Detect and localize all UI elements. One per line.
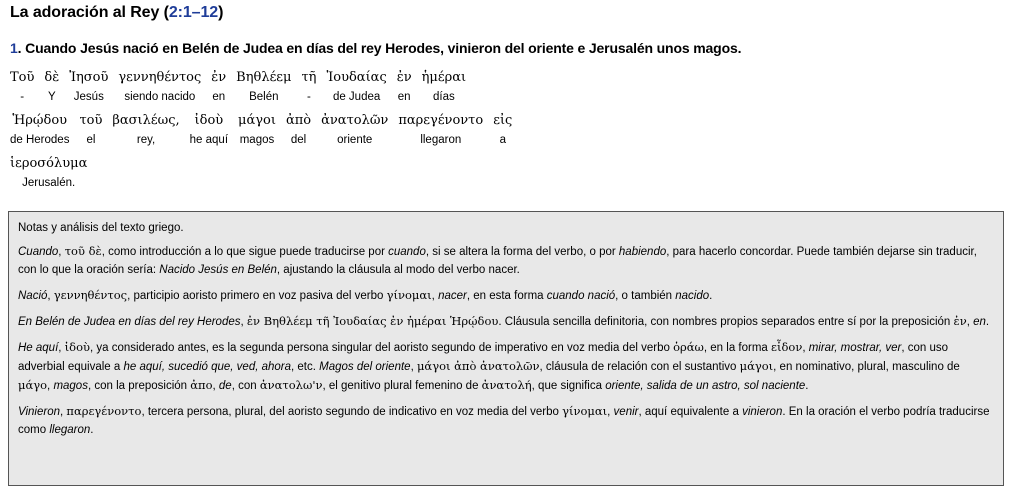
- note-text: ,: [60, 406, 67, 418]
- note-term: de: [218, 380, 232, 392]
- section-title: [10, 4, 223, 22]
- note-text: , si se altera la forma del verbo, o por: [425, 246, 619, 258]
- note-term: Cuando: [18, 246, 59, 258]
- note-text: . Cláusula sencilla definitoria, con nombres propios separados entre sí por la preposición: [498, 316, 954, 328]
- note-term: Magos del oriente: [319, 361, 411, 373]
- greek-term: ἀνατολω'ν: [259, 378, 323, 392]
- greek-word: βασιλέως,: [112, 113, 180, 128]
- note-text: , tercera persona, plural, del aoristo segundo de indicativo en voz media del verbo: [141, 406, 563, 418]
- interlinear-word: [10, 68, 34, 107]
- greek-word: τοῦ: [79, 113, 103, 128]
- note-text: ,: [47, 290, 54, 302]
- greek-term: μάγο: [18, 378, 48, 392]
- spanish-gloss: del: [290, 134, 307, 146]
- interlinear-word: [236, 68, 291, 107]
- note-text: ,: [58, 246, 65, 258]
- greek-word: γεννηθέντος: [118, 70, 202, 85]
- greek-word: ἐν: [396, 70, 412, 85]
- note-term: He aquí: [18, 342, 59, 354]
- note-text: ,: [212, 380, 219, 392]
- note-term: nacer: [438, 290, 467, 302]
- note-term: habiendo: [618, 246, 667, 258]
- spanish-gloss: en: [397, 91, 411, 103]
- note-paragraph-2: [18, 286, 994, 305]
- interlinear-word: [44, 68, 59, 107]
- note-text: , con: [231, 380, 260, 392]
- spanish-gloss: oriente: [337, 134, 373, 146]
- note-text: , o también: [615, 290, 676, 302]
- spanish-gloss: Belén: [249, 91, 279, 103]
- spanish-gloss: a: [499, 134, 506, 146]
- interlinear-word: [190, 111, 228, 150]
- note-text: , en esta forma: [466, 290, 547, 302]
- interlinear-row: [10, 68, 522, 107]
- note-term: cuando: [388, 246, 426, 258]
- interlinear-word: [493, 111, 512, 150]
- note-text: ,: [802, 342, 809, 354]
- greek-term: μάγοι: [739, 359, 774, 373]
- scripture-reference-link[interactable]: 2:1–12: [168, 4, 219, 21]
- greek-word: ἡμέραι: [421, 70, 467, 85]
- interlinear-word: [321, 111, 388, 150]
- note-text: , que significa: [531, 380, 606, 392]
- note-text: ,: [966, 316, 974, 328]
- interlinear-word: [118, 68, 201, 107]
- verse-text: . Cuando Jesús nació en Belén de Judea en días del rey Herodes, vinieron del oriente e Jerusalén unos magos.: [17, 40, 742, 56]
- greek-word: Ἰησοῦ: [69, 70, 109, 85]
- note-paragraph-4: [18, 338, 994, 395]
- interlinear-word: [10, 154, 87, 193]
- note-term: En Belén de Judea en días del rey Herodes: [18, 316, 241, 328]
- greek-word: ἀπὸ: [285, 113, 312, 128]
- greek-term: γίνομαι: [562, 404, 608, 418]
- note-term: magos: [53, 380, 88, 392]
- spanish-gloss: en: [212, 91, 226, 103]
- note-paragraph-1: [18, 242, 994, 279]
- note-term: Nació: [18, 290, 48, 302]
- greek-term: γίνομαι: [386, 288, 432, 302]
- interlinear-word: [112, 111, 179, 150]
- greek-term: ἀπο: [190, 378, 213, 392]
- note-text: , en la forma: [703, 342, 772, 354]
- greek-word: ἀνατολῶν: [321, 113, 389, 128]
- note-term: Nacido Jesús en Belén: [159, 264, 277, 276]
- greek-term: ἰδοὺ: [64, 340, 91, 354]
- spanish-gloss: Jesús: [73, 91, 104, 103]
- interlinear-word: [79, 111, 102, 150]
- spanish-gloss: días: [433, 91, 455, 103]
- interlinear-word: [10, 111, 69, 150]
- interlinear-row: [10, 154, 522, 193]
- note-term: he aquí, sucedió que, ved, ahora: [123, 361, 292, 373]
- greek-word: Τοῦ: [10, 70, 35, 85]
- spanish-gloss: he aquí: [189, 134, 229, 146]
- note-term: llegaron: [49, 424, 91, 436]
- interlinear-word: [69, 68, 108, 107]
- greek-term: μάγοι ἀπὸ ἀνατολῶν: [416, 359, 540, 373]
- note-text: .: [90, 424, 94, 436]
- note-text: , como introducción a lo que sigue puede traducirse por: [101, 246, 389, 258]
- note-text: , con uso adverbial equivale a: [18, 342, 949, 373]
- interlinear-word: [211, 68, 226, 107]
- interlinear-word: [326, 68, 386, 107]
- note-text: ,: [240, 316, 247, 328]
- note-text: . En la oración el verbo podría traducirse como: [18, 406, 990, 436]
- spanish-gloss: rey,: [136, 134, 156, 146]
- note-text: , el genitivo plural femenino de: [322, 380, 482, 392]
- spanish-gloss: de Judea: [332, 91, 381, 103]
- greek-word: δὲ: [44, 70, 60, 85]
- greek-term: γεννηθέντος: [53, 288, 128, 302]
- note-text: .: [709, 290, 713, 302]
- note-text: ,: [410, 361, 417, 373]
- greek-word: εἰς: [493, 113, 513, 128]
- greek-term: ἐν Βηθλέεμ τῆ Ἰουδαίας ἐν ἡμέραι Ἡρῴδου: [246, 314, 499, 328]
- greek-word: μάγοι: [238, 113, 276, 128]
- greek-word: ἱεροσόλυμα: [10, 156, 88, 171]
- greek-term: παρεγένοντο: [66, 404, 142, 418]
- note-text: , para hacerlo concordar. Puede también dejarse sin traducir, con lo que la oración sería:: [18, 246, 977, 276]
- notes-heading: Notas y análisis del texto griego.: [18, 222, 184, 234]
- greek-word: Ἰουδαίας: [326, 70, 387, 85]
- note-text: , etc.: [291, 361, 320, 373]
- note-text: , cláusula de relación con el sustantivo: [539, 361, 740, 373]
- greek-term: ἀνατολή: [481, 378, 532, 392]
- spanish-gloss: Y: [47, 91, 56, 103]
- note-text: , ya considerado antes, es la segunda persona singular del aoristo segundo de imperativo en voz media del verbo: [90, 342, 674, 354]
- notes-box: [8, 211, 1004, 486]
- note-text: , ajustando la cláusula al modo del verbo nacer.: [276, 264, 520, 276]
- note-term: Vinieron: [18, 406, 60, 418]
- note-text: .: [985, 316, 990, 328]
- spanish-gloss: siendo nacido: [124, 91, 196, 103]
- greek-word: τῆ: [301, 70, 317, 85]
- spanish-gloss: Jerusalén.: [22, 177, 76, 189]
- spanish-gloss: -: [20, 91, 25, 103]
- spanish-gloss: de Herodes: [10, 134, 70, 146]
- note-text: , con la preposición: [87, 380, 191, 392]
- interlinear-word: [422, 68, 467, 107]
- note-text: ,: [607, 406, 614, 418]
- verse-heading: [10, 40, 741, 56]
- note-term: vinieron: [742, 406, 783, 418]
- greek-word: ἐν: [211, 70, 227, 85]
- greek-word: Βηθλέεμ: [236, 70, 292, 85]
- note-term: nacido: [675, 290, 710, 302]
- greek-word: παρεγένοντο: [398, 113, 484, 128]
- greek-term: ἐν: [953, 314, 967, 328]
- interlinear-word: [301, 68, 316, 107]
- note-text: ,: [58, 342, 65, 354]
- interlinear-word: [286, 111, 311, 150]
- greek-word: Ἡρῴδου: [12, 113, 68, 128]
- spanish-gloss: -: [307, 91, 311, 103]
- note-term: venir: [613, 406, 639, 418]
- spanish-gloss: llegaron: [420, 134, 462, 146]
- note-term: cuando nació: [546, 290, 616, 302]
- greek-term: εἶδον: [771, 340, 803, 354]
- note-term: en: [973, 316, 986, 328]
- note-text: .: [805, 380, 809, 392]
- interlinear-text: [10, 68, 522, 197]
- spanish-gloss: magos: [239, 134, 275, 146]
- interlinear-word: [397, 68, 412, 107]
- note-term: mirar, mostrar, ver: [808, 342, 902, 354]
- note-text: , participio aoristo primero en voz pasiva del verbo: [127, 290, 387, 302]
- note-text: , aquí equivalente a: [638, 406, 743, 418]
- note-term: oriente, salida de un astro, sol naciente: [605, 380, 806, 392]
- note-text: ,: [431, 290, 439, 302]
- note-text: ,: [47, 380, 54, 392]
- interlinear-word: [238, 111, 276, 150]
- interlinear-row: [10, 111, 522, 150]
- note-paragraph-3: [18, 312, 994, 331]
- interlinear-word: [398, 111, 483, 150]
- title-text: La adoración al Rey (: [10, 4, 169, 21]
- note-paragraph-5: [18, 402, 994, 439]
- verse-number: 1: [10, 40, 18, 56]
- title-close: ): [218, 4, 224, 21]
- greek-term: ὁράω: [673, 340, 704, 354]
- greek-word: ἰδοὺ: [194, 113, 224, 128]
- note-text: , en nominativo, plural, masculino de: [773, 361, 960, 373]
- greek-term: τοῦ δὲ: [64, 244, 102, 258]
- spanish-gloss: el: [86, 134, 96, 146]
